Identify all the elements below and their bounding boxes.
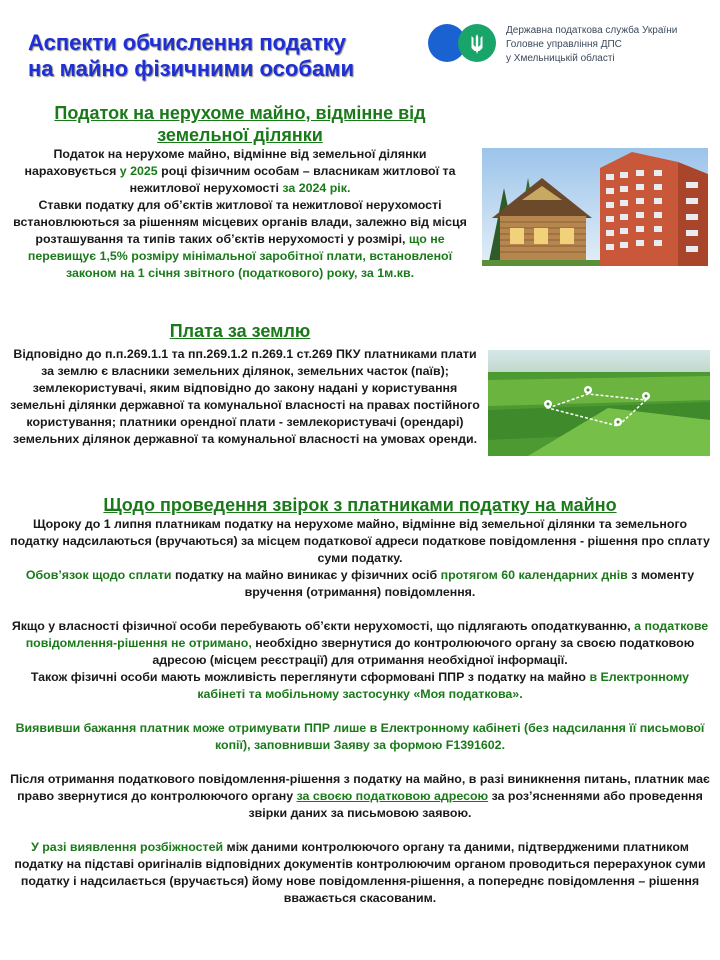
highlight-year-2024: за 2024 рік. <box>282 181 351 195</box>
section-land-fee-title: Плата за землю <box>169 321 311 341</box>
reconciliation-paragraph-6 <box>10 771 710 822</box>
section-reconciliation-title: Щодо проведення звірок з платниками податку на майно <box>103 495 617 515</box>
spacer <box>10 754 710 771</box>
text-fragment: Також фізичні особи мають можливість переглянути сформовані ППР з податку на майно <box>30 670 587 684</box>
logo-line2: Головне управління ДПС <box>506 39 622 50</box>
text-fragment: між даними контролюючого органу та даними, підтвердженими платником податку на підставі оригіналів відповідних документів контролюючим органом проводиться перерахунок суми податку і надсилається (вручається) йому нове повідомлення-рішення, а попереднє повідомлення – рішення вважається скасованим. <box>14 840 706 905</box>
text-fragment: році фізичним особам – власникам житлової та нежитлової нерухомості <box>129 164 456 195</box>
logo-line3: у Хмельницькій області <box>506 53 615 64</box>
text-fragment: Після отримання податкового повідомлення-рішення з податку на майно, в разі виникнення питань, платник має право звернутися до контролюючого органу <box>10 772 710 803</box>
spacer <box>10 822 710 839</box>
text-fragment: за роз’ясненнями або проведення звірки даних за письмовою заявою. <box>248 789 703 820</box>
spacer <box>10 601 710 618</box>
reconciliation-paragraph-4 <box>10 669 710 703</box>
reconciliation-paragraph-3 <box>10 618 710 669</box>
highlight-60-days: протягом 60 календарних днів <box>440 568 628 582</box>
text-fragment: Якщо у власності фізичної особи перебувають об’єкти нерухомості, що підлягають оподаткуванню, <box>11 619 631 633</box>
highlight-payment-duty: Обов’язок щодо сплати <box>25 568 172 582</box>
text-fragment: Ставки податку для об’єктів житлової та нежитлової нерухомості встановлюються за рішенням місцевих органів влади, залежно від місця розташування та типів таких об’єктів нерухомості у розмірі, <box>13 198 467 246</box>
logo-line1: Державна податкова служба України <box>506 25 678 36</box>
highlight-rate-limit: що не перевищує 1,5% розміру мінімальної заробітної плати, встановленої законом на 1 січня звітного (податкового) року, за 1м.кв. <box>27 232 453 280</box>
section-reconciliation-text <box>10 516 710 907</box>
page-title-line2: на майно фізичними особами <box>28 56 354 81</box>
highlight-discrepancies: У разі виявлення розбіжностей <box>31 840 224 854</box>
trident-icon <box>465 32 489 56</box>
section-property-tax-title: Податок на нерухоме майно, відмінне від земельної ділянки <box>54 103 426 145</box>
reconciliation-paragraph-1: Щороку до 1 липня платникам податку на нерухоме майно, відмінне від земельної ділянки та земельного податку надсилаються (вручаються) за місцем податкової адреси податкове повідомлення - рішення про сплату суми податку. <box>10 517 710 565</box>
spacer <box>10 703 710 720</box>
reconciliation-paragraph-7 <box>10 839 710 907</box>
highlight-year-2025: у 2025 <box>119 164 158 178</box>
tax-address-link[interactable]: за своєю податковою адресою <box>296 789 489 803</box>
highlight-e-cabinet: в Електронному кабінеті та мобільному застосунку «Моя податкова». <box>197 670 690 701</box>
house-image <box>482 148 708 266</box>
page-title-line1: Аспекти обчислення податку <box>28 30 346 55</box>
reconciliation-paragraph-2 <box>10 567 710 601</box>
text-fragment: з моменту вручення (отримання) повідомлення. <box>244 568 695 599</box>
field-image <box>488 350 710 456</box>
section-land-fee-text: Відповідно до п.п.269.1.1 та пп.269.1.2 п.269.1 ст.269 ПКУ платниками плати за землю є власники земельних ділянок, земельних часток (паїв); землекористувачі, яким відповідно до закону надані у користування земельні ділянки державної та комунальної власності на правах постійного користування; платники орендної плати - землекористувачі (орендарі) земельних ділянок державної та комунальної власності на умовах оренди. <box>10 347 480 446</box>
logo-text <box>506 24 677 66</box>
text-fragment: Податок на нерухоме майно, відмінне від земельної ділянки нараховується <box>24 147 427 178</box>
page-title <box>28 30 428 82</box>
highlight-not-received: а податкове повідомлення-рішення не отримано, <box>25 619 709 650</box>
text-fragment: податку на майно виникає у фізичних осіб <box>174 568 438 582</box>
dps-logo <box>428 24 718 66</box>
reconciliation-paragraph-5: Виявивши бажання платник може отримувати ППР лише в Електронному кабінеті (без надсилання її письмової копії), заповнивши Заяву за формою F1391602. <box>15 721 705 752</box>
section-property-tax-text <box>10 146 470 282</box>
text-fragment: необхідно звернутися до контролюючого органу за своєю податковою адресою (місцем реєстрації) для отримання необхідної інформації. <box>152 636 695 667</box>
